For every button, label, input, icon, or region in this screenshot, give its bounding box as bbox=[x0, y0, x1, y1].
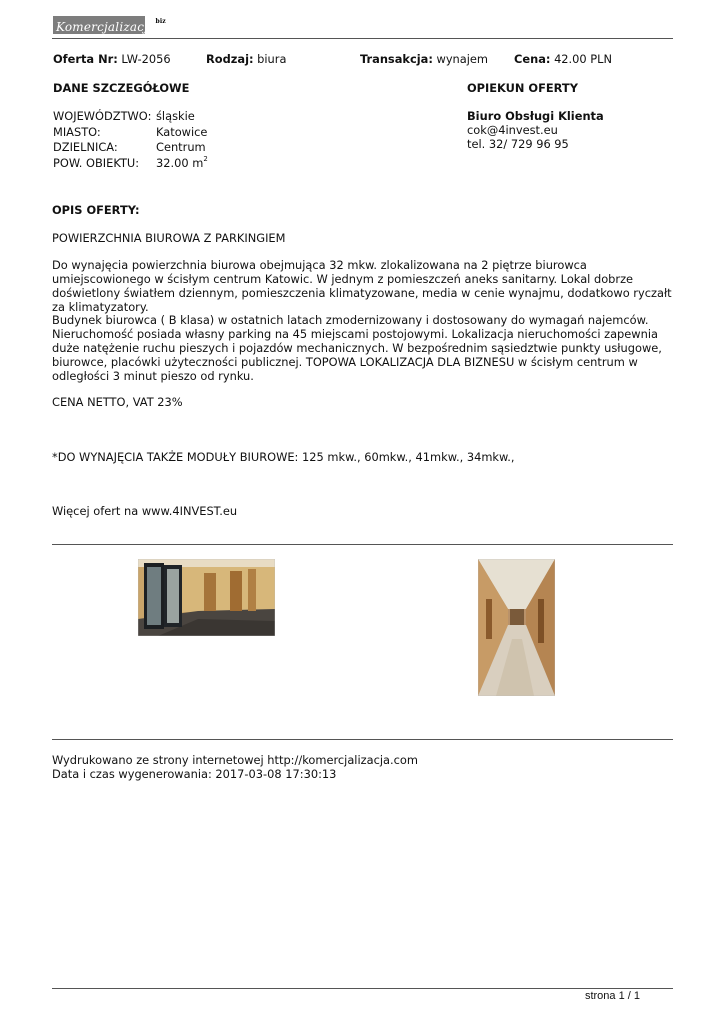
description-title: POWIERZCHNIA BIUROWA Z PARKINGIEM bbox=[52, 231, 286, 245]
details-row bbox=[53, 125, 208, 141]
description-heading: OPIS OFERTY: bbox=[52, 203, 140, 217]
contact-phone: tel. 32/ 729 96 95 bbox=[467, 137, 569, 151]
offer-number bbox=[53, 52, 171, 66]
offer-transaction-label: Transakcja: bbox=[360, 52, 433, 66]
photos-top-divider bbox=[52, 544, 673, 545]
price-note: CENA NETTO, VAT 23% bbox=[52, 395, 183, 409]
description-paragraph bbox=[52, 313, 677, 383]
offer-type bbox=[206, 52, 286, 66]
offer-number-value: LW-2056 bbox=[121, 52, 171, 66]
header-divider bbox=[52, 38, 673, 39]
modules-note: *DO WYNAJĘCIA TAKŻE MODUŁY BIUROWE: 125 mkw., 60mkw., 41mkw., 34mkw., bbox=[52, 450, 515, 464]
office-photo-1 bbox=[138, 559, 275, 636]
details-row bbox=[53, 140, 208, 156]
details-label: DZIELNICA: bbox=[53, 140, 118, 154]
description-paragraph bbox=[52, 258, 677, 314]
details-table bbox=[53, 109, 208, 171]
page-number: strona 1 / 1 bbox=[584, 990, 640, 1002]
contact-heading: OPIEKUN OFERTY bbox=[467, 81, 578, 95]
offer-transaction bbox=[360, 52, 488, 66]
contact-email[interactable]: cok@4invest.eu bbox=[467, 123, 558, 137]
description-text: Do wynajęcia powierzchnia biurowa obejmująca 32 mkw. zlokalizowana na 2 piętrze biurowca umiejscowionego w ścisłym centrum Katowic. W jednym z pomieszczeń aneks sanitarny. Lokal dobrze doświetlony światłem dziennym, pomieszczenia klimatyzowane, media w cenie wynajmu, dodatkowo ryczałt za klimatyzatory. bbox=[52, 258, 672, 315]
offer-type-label: Rodzaj: bbox=[206, 52, 254, 66]
details-heading: DANE SZCZEGÓŁOWE bbox=[53, 81, 190, 95]
footer-divider bbox=[52, 739, 673, 740]
more-offers-link[interactable]: Więcej ofert na www.4INVEST.eu bbox=[52, 504, 238, 518]
printed-from-note: Wydrukowano ze strony internetowej http://komercjalizacja.com bbox=[52, 753, 418, 767]
details-row bbox=[53, 156, 208, 172]
generated-timestamp: Data i czas wygenerowania: 2017-03-08 17:30:13 bbox=[52, 767, 337, 781]
details-value: Katowice bbox=[156, 124, 208, 139]
details-value: Centrum bbox=[156, 140, 206, 154]
offer-number-label: Oferta Nr: bbox=[53, 52, 118, 66]
offer-price bbox=[514, 52, 612, 66]
details-label: POW. OBIEKTU: bbox=[53, 155, 140, 170]
contact-name: Biuro Obsługi Klienta bbox=[467, 109, 604, 123]
page-bottom-divider bbox=[52, 988, 673, 989]
site-logo bbox=[53, 16, 166, 34]
office-photo-2 bbox=[478, 559, 555, 696]
details-label: WOJEWÓDZTWO: bbox=[53, 109, 152, 123]
area-value: 32.00 m bbox=[156, 155, 204, 170]
details-label: MIASTO: bbox=[53, 124, 101, 139]
offer-price-label: Cena: bbox=[514, 52, 551, 66]
area-unit-exponent: 2 bbox=[203, 154, 208, 163]
details-row bbox=[53, 109, 208, 125]
offer-type-value: biura bbox=[257, 52, 287, 66]
details-value bbox=[156, 156, 208, 172]
logo-suffix: biz bbox=[155, 18, 166, 25]
description-text: Budynek biurowca ( B klasa) w ostatnich latach zmodernizowany i dostosowany do wymagań najemców. Nieruchomość posiada własny parking na 45 miejscami postojowymi. Lokalizacja nieruchomości zapewnia duże natężenie ruchu pieszych i pojazdów mechanicznych. W bezpośrednim sąsiedztwie punkty usługowe, biurowce, placówki użyteczności publicznej. TOPOWA LOKALIZACJA DLA BIZNESU w ścisłym centrum w odległości 3 minut pieszo od rynku. bbox=[52, 313, 662, 384]
logo-text: Komercjalizacja bbox=[56, 20, 156, 34]
offer-transaction-value: wynajem bbox=[436, 52, 489, 66]
offer-price-value: 42.00 PLN bbox=[554, 52, 613, 66]
details-value: śląskie bbox=[156, 109, 195, 123]
